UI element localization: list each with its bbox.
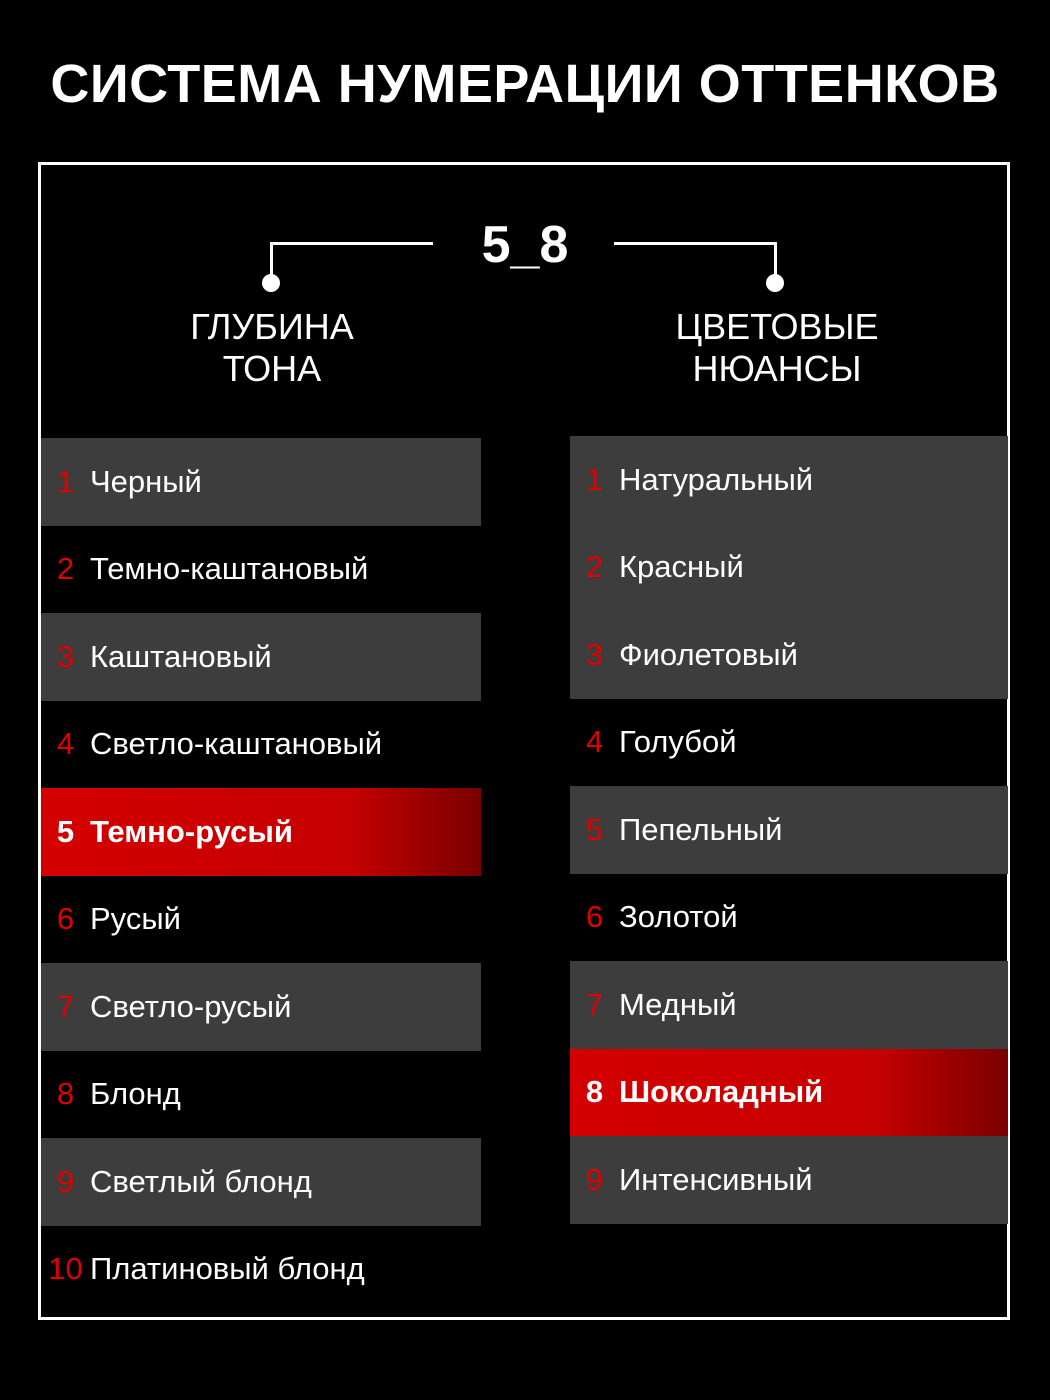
left-bracket-horizontal bbox=[270, 242, 433, 245]
left-bracket-vertical bbox=[270, 242, 273, 278]
tone-depth-list bbox=[41, 438, 481, 1313]
nuance-item bbox=[570, 436, 1008, 524]
nuance-item bbox=[570, 786, 1008, 874]
nuance-item-number: 2 bbox=[585, 549, 604, 585]
tone-item bbox=[41, 526, 481, 614]
tone-item-number: 5 bbox=[56, 813, 75, 849]
nuance-item-number: 6 bbox=[585, 899, 604, 935]
color-nuances-heading-line2: НЮАНСЫ bbox=[692, 348, 862, 389]
nuance-item-label: Пепельный bbox=[619, 811, 783, 847]
nuance-item-label: Красный bbox=[619, 549, 744, 585]
nuance-item-number: 1 bbox=[585, 461, 604, 497]
color-nuances-heading bbox=[647, 306, 907, 390]
tone-item-label: Темно-русый bbox=[90, 813, 293, 849]
color-nuances-heading-line1: ЦВЕТОВЫЕ bbox=[675, 306, 879, 347]
tone-item-label: Каштановый bbox=[90, 638, 272, 674]
tone-item bbox=[41, 1138, 481, 1226]
tone-item-number: 4 bbox=[56, 726, 75, 762]
shade-code: 5_8 bbox=[481, 216, 569, 274]
nuance-item bbox=[570, 1136, 1008, 1224]
tone-item-label: Светло-русый bbox=[90, 988, 292, 1024]
nuance-item-number: 8 bbox=[585, 1074, 604, 1110]
tone-depth-heading bbox=[142, 306, 402, 390]
nuance-item-number: 5 bbox=[585, 811, 604, 847]
nuance-item-label: Золотой bbox=[619, 899, 738, 935]
right-bracket-dot bbox=[766, 274, 784, 292]
nuance-item-label: Шоколадный bbox=[619, 1074, 824, 1110]
nuance-item-number: 4 bbox=[585, 724, 604, 760]
tone-item bbox=[41, 438, 481, 526]
nuance-item-number: 9 bbox=[585, 1161, 604, 1197]
tone-item-number: 1 bbox=[56, 463, 75, 499]
nuance-item-label: Интенсивный bbox=[619, 1161, 813, 1197]
tone-item bbox=[41, 613, 481, 701]
tone-item-label: Платиновый блонд bbox=[90, 1251, 365, 1287]
tone-item-label: Блонд bbox=[90, 1076, 181, 1112]
tone-item-number: 3 bbox=[56, 638, 75, 674]
tone-item-number: 8 bbox=[56, 1076, 75, 1112]
tone-item-label: Светлый блонд bbox=[90, 1163, 312, 1199]
nuance-item bbox=[570, 699, 1008, 787]
tone-item-selected bbox=[41, 788, 481, 876]
nuance-item bbox=[570, 611, 1008, 699]
tone-item bbox=[41, 701, 481, 789]
nuance-item bbox=[570, 874, 1008, 962]
nuance-item-label: Медный bbox=[619, 986, 737, 1022]
tone-depth-heading-line1: ГЛУБИНА bbox=[190, 306, 354, 347]
tone-item-number: 7 bbox=[56, 988, 75, 1024]
nuance-item-label: Голубой bbox=[619, 724, 737, 760]
tone-item-label: Светло-каштановый bbox=[90, 726, 383, 762]
nuance-item bbox=[570, 961, 1008, 1049]
tone-item-label: Черный bbox=[90, 463, 202, 499]
tone-item-label: Русый bbox=[90, 901, 181, 937]
tone-item-label: Темно-каштановый bbox=[90, 551, 369, 587]
tone-item-number: 9 bbox=[56, 1163, 75, 1199]
left-bracket-dot bbox=[262, 274, 280, 292]
nuance-item-number: 7 bbox=[585, 986, 604, 1022]
right-bracket-vertical bbox=[774, 242, 777, 278]
tone-depth-heading-line2: ТОНА bbox=[222, 348, 322, 389]
color-nuances-list bbox=[570, 436, 1008, 1224]
nuance-item-label: Натуральный bbox=[619, 461, 814, 497]
right-bracket-horizontal bbox=[614, 242, 777, 245]
tone-item bbox=[41, 963, 481, 1051]
tone-item-number: 6 bbox=[56, 901, 75, 937]
nuance-item-selected bbox=[570, 1049, 1008, 1137]
tone-item bbox=[41, 1051, 481, 1139]
nuance-item-label: Фиолетовый bbox=[619, 636, 798, 672]
page-title: СИСТЕМА НУМЕРАЦИИ ОТТЕНКОВ bbox=[50, 54, 1000, 114]
tone-item-number: 2 bbox=[56, 551, 75, 587]
tone-item-number: 10 bbox=[48, 1251, 83, 1287]
nuance-item-number: 3 bbox=[585, 636, 604, 672]
nuance-item bbox=[570, 524, 1008, 612]
tone-item bbox=[41, 1226, 481, 1314]
tone-item bbox=[41, 876, 481, 964]
